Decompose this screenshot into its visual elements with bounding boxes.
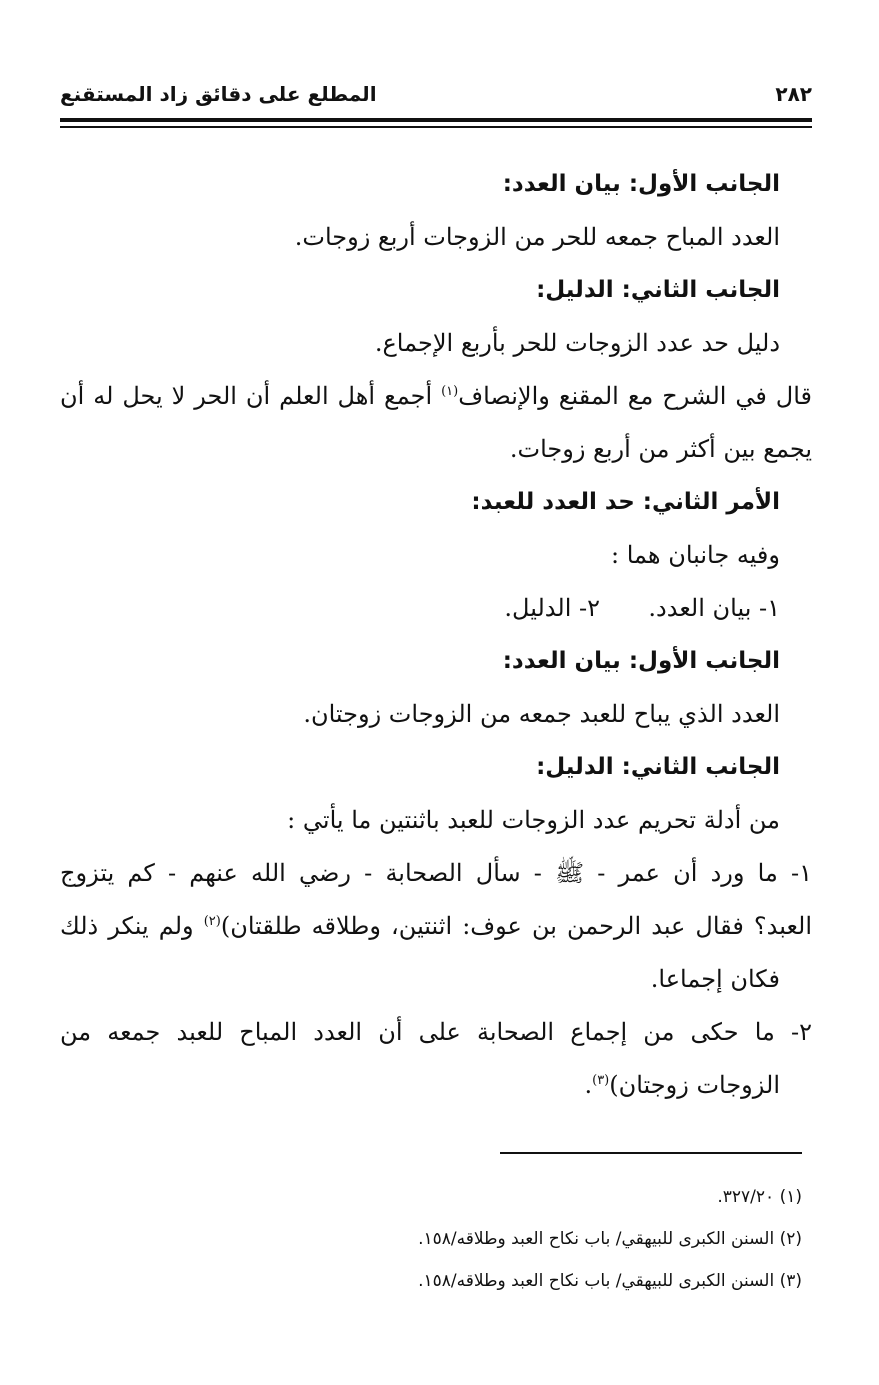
list-item: ٢- الدليل.	[504, 594, 600, 622]
paragraph-line: ٢- ما حكى من إجماع الصحابة على أن العدد المباح للعبد جمعه من	[60, 1018, 812, 1046]
section-heading: الجانب الأول: بيان العدد:	[502, 171, 780, 197]
paragraph-line: فكان إجماعا.	[650, 965, 780, 993]
header-rule-thin	[60, 126, 812, 128]
footnote: (٣) السنن الكبرى للبيهقي/ باب نكاح العبد وطلاقه/١٥٨.	[418, 1271, 802, 1291]
section-heading: الأمر الثاني: حد العدد للعبد:	[471, 489, 780, 515]
section-heading: الجانب الثاني: الدليل:	[536, 754, 780, 780]
section-heading: الجانب الثاني: الدليل:	[536, 277, 780, 303]
header-rule-thick	[60, 118, 812, 122]
footnote-separator	[500, 1152, 802, 1154]
footnotes	[60, 1176, 802, 1302]
numbered-list	[60, 582, 780, 635]
footnote-ref: (٢)	[203, 914, 221, 929]
paragraph: من أدلة تحريم عدد الزوجات للعبد باثنتين ما يأتي :	[287, 806, 780, 834]
page-header	[60, 82, 812, 106]
paragraph: وفيه جانبان هما :	[611, 541, 780, 569]
paragraph-line: يجمع بين أكثر من أربع زوجات.	[509, 435, 812, 463]
paragraph: العدد الذي يباح للعبد جمعه من الزوجات زوجتان.	[303, 700, 780, 728]
main-text	[60, 158, 812, 1112]
footnote: (١) ٣٢٧/٢٠.	[717, 1187, 802, 1207]
paragraph: العدد المباح جمعه للحر من الزوجات أربع زوجات.	[294, 223, 780, 251]
page-number: ٢٨٢	[775, 82, 812, 106]
paragraph: دليل حد عدد الزوجات للحر بأربع الإجماع.	[374, 329, 780, 357]
paragraph-line: الزوجات زوجتان)$^{(٣)}$.	[584, 1071, 780, 1099]
footnote: (٢) السنن الكبرى للبيهقي/ باب نكاح العبد وطلاقه/١٥٨.	[418, 1229, 802, 1249]
paragraph-line: العبد؟ فقال عبد الرحمن بن عوف: اثنتين، وطلاقه طلقتان)$^{(٢)}$ ولم ينكر ذلك	[60, 912, 812, 940]
running-title: المطلع على دقائق زاد المستقنع	[60, 82, 377, 106]
paragraph-line: قال في الشرح مع المقنع والإنصاف$^{(١)}$ أجمع أهل العلم أن الحر لا يحل له أن	[60, 382, 812, 410]
list-item: ١- بيان العدد.	[648, 594, 780, 622]
footnote-ref: (١)	[441, 384, 459, 399]
section-heading: الجانب الأول: بيان العدد:	[502, 648, 780, 674]
footnote-ref: (٣)	[592, 1073, 610, 1088]
paragraph-line: ١- ما ورد أن عمر - ﷺ - سأل الصحابة - رضي الله عنهم - كم يتزوج	[60, 859, 812, 887]
